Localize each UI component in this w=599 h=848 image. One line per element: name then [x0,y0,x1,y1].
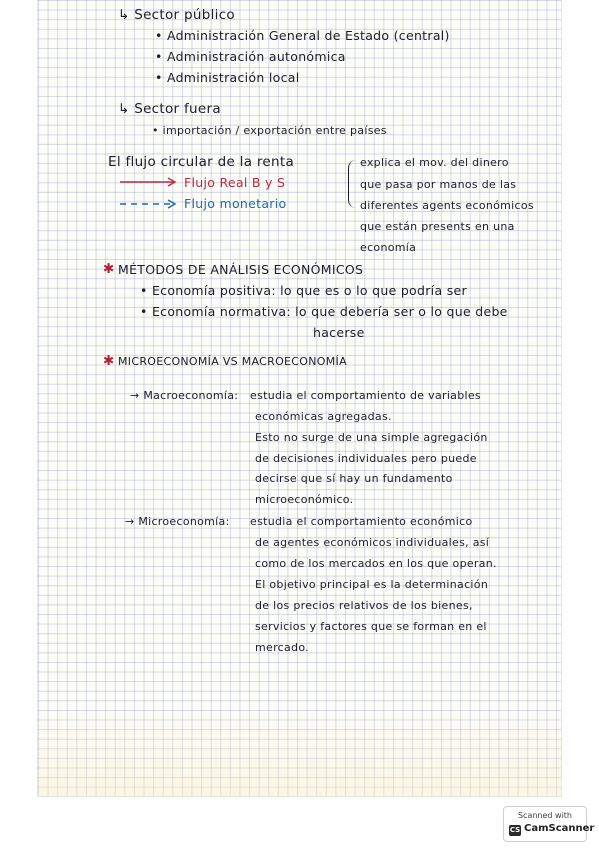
micro-line: servicios y factores que se forman en el [255,620,487,633]
flujo-explanation-line: diferentes agents económicos [360,199,534,212]
list-item: • Economía normativa: lo que debería ser o lo que debe [140,304,508,319]
micro-line: como de los mercados en los que operan. [255,557,497,570]
list-item: • Administración autonómica [155,49,346,64]
camscanner-name: CamScanner [524,823,595,834]
list-item: • Administración local [155,70,300,85]
flujo-explanation-line: que están presents en una [360,220,515,233]
camscanner-logo-icon: CS [509,826,521,834]
sector-fuera-heading: ↳ Sector fuera [118,101,221,117]
macro-label: → Macroeconomía: [130,389,239,402]
micro-line: de los precios relativos de los bienes, [255,599,473,612]
sector-publico-heading: ↳ Sector público [118,7,235,23]
flujo-monetario-label: Flujo monetario [184,196,287,211]
flujo-explanation-line: explica el mov. del dinero [360,156,509,169]
macro-line: estudia el comportamiento de variables [250,389,481,402]
macro-line: de decisiones individuales pero puede [255,452,477,465]
micro-line: mercado. [255,641,309,654]
macro-line: microeconómico. [255,493,354,506]
micro-label: → Microeconomía: [125,515,230,528]
micro-line: El objetivo principal es la determinación [255,578,489,591]
flujo-explanation-line: economía [360,241,417,254]
list-item: • Administración General de Estado (central) [155,28,450,43]
macro-line: decirse que sí hay un fundamento [255,472,453,485]
list-item: • importación / exportación entre países [152,124,387,137]
micro-line: estudia el comportamiento económico [250,515,473,528]
brace-divider [348,160,357,208]
flujo-real-label: Flujo Real B y S [184,175,286,190]
star-icon: ✱ [103,261,115,277]
list-item-continuation: hacerse [313,325,365,340]
macro-line: económicas agregadas. [255,410,392,423]
star-icon: ✱ [103,353,115,369]
red-arrow-icon [120,176,180,188]
scanned-with-text: Scanned with [517,811,573,820]
micro-macro-heading: MICROECONOMÍA VS MACROECONOMÍA [118,355,347,368]
macro-line: Esto no surge de una simple agregación [255,431,488,444]
flujo-explanation-line: que pasa por manos de las [360,178,517,191]
camscanner-watermark [503,806,595,842]
metodos-heading: MÉTODOS DE ANÁLISIS ECONÓMICOS [118,262,364,277]
flujo-title: El flujo circular de la renta [108,154,295,170]
micro-line: de agentes económicos individuales, así [255,536,490,549]
list-item: • Economía positiva: lo que es o lo que podría ser [140,283,467,298]
dashed-blue-arrow-icon [120,198,180,210]
